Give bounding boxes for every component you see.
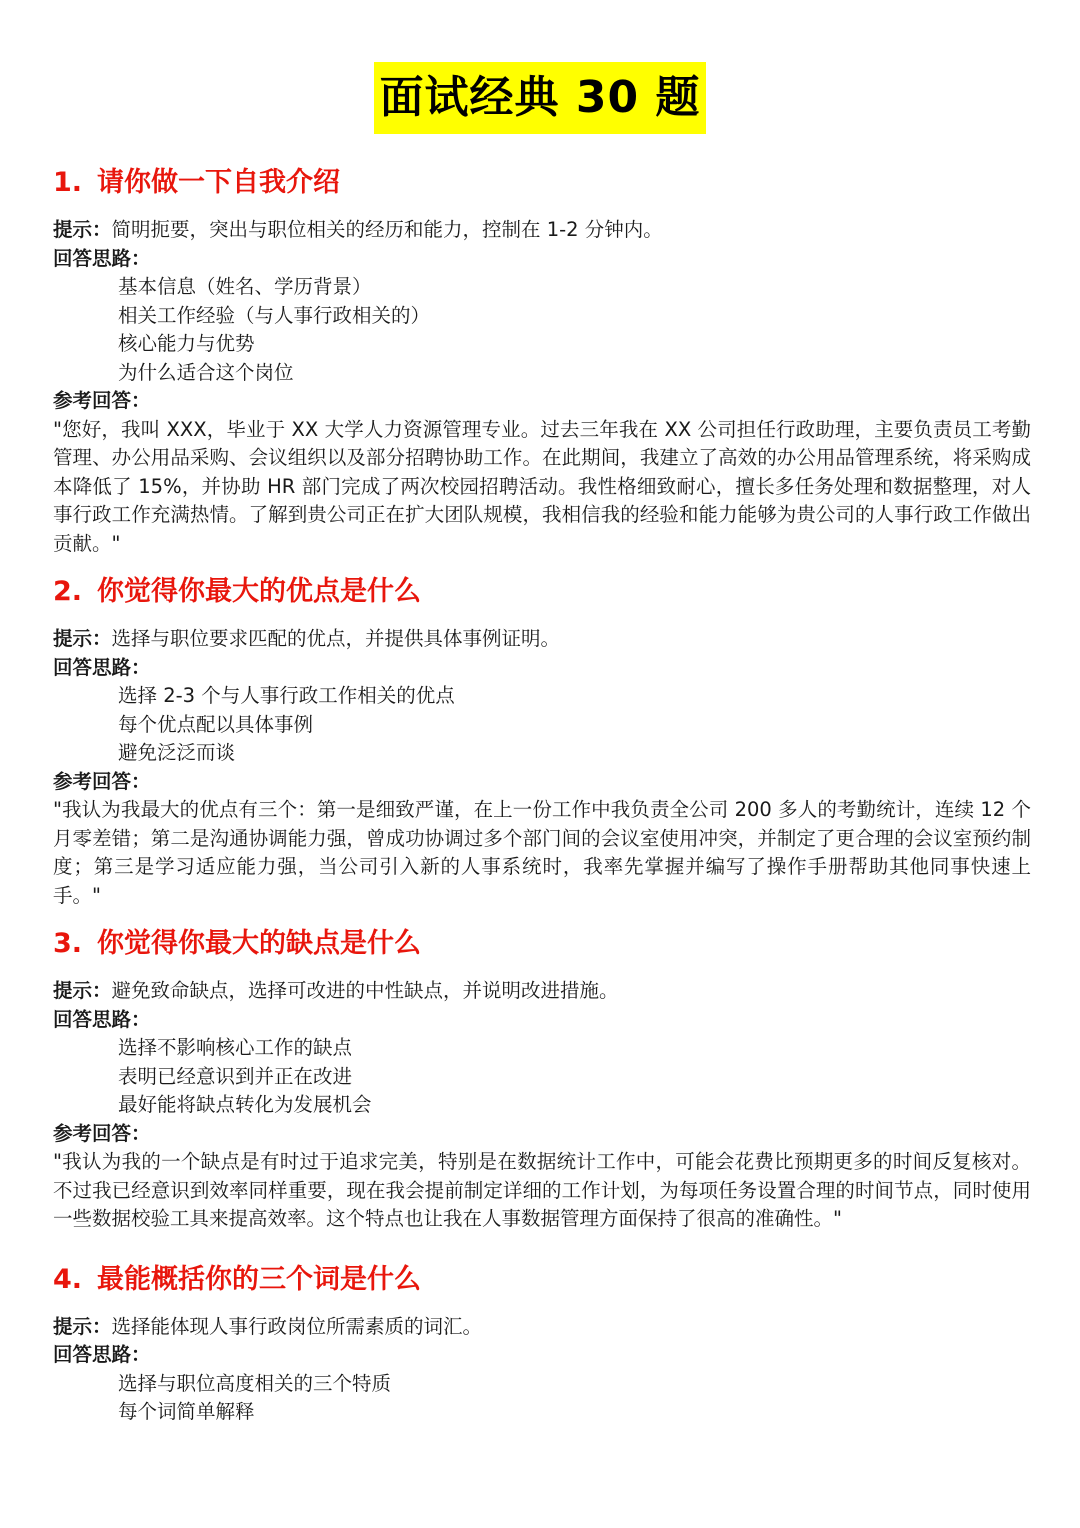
approach-item: 选择不影响核心工作的缺点 bbox=[118, 1036, 353, 1059]
reference-label: 参考回答： bbox=[53, 389, 151, 412]
reference-answer: "我认为我的一个缺点是有时过于追求完美，特别是在数据统计工作中，可能会花费比预期更多的时间反复核对。不过我已经意识到效率同样重要，现在我会提前制定详细的工作计划，为每项任务设置合理的时间节点，同时使用一些数据校验工具来提高效率。这个特点也让我在人事数据管理方面保持了很高的准确性。" bbox=[53, 1150, 1031, 1230]
reference-label: 参考回答： bbox=[53, 1121, 151, 1145]
hint-label: 提示： bbox=[53, 1314, 112, 1338]
approach-item: 相关工作经验（与人事行政相关的） bbox=[118, 303, 431, 327]
content bbox=[53, 163, 1033, 1427]
approach-label: 回答思路： bbox=[53, 1343, 151, 1366]
hint-text: 选择与职位要求匹配的优点，并提供具体事例证明。 bbox=[111, 627, 561, 650]
hint-text: 选择能体现人事行政岗位所需素质的词汇。 bbox=[111, 1314, 483, 1338]
reference-label: 参考回答： bbox=[53, 769, 151, 793]
hint-label: 提示： bbox=[53, 218, 112, 241]
question-number: 4. bbox=[53, 1263, 83, 1295]
question-title bbox=[53, 163, 1033, 203]
question-title bbox=[53, 924, 1033, 964]
question-title bbox=[53, 1260, 1033, 1300]
question-number: 1. bbox=[53, 167, 83, 198]
question-4 bbox=[53, 1260, 1033, 1427]
approach-item: 每个词简单解释 bbox=[118, 1400, 255, 1423]
title-wrap bbox=[0, 62, 1080, 134]
approach-item: 表明已经意识到并正在改进 bbox=[118, 1064, 353, 1088]
approach-label: 回答思路： bbox=[53, 1007, 151, 1031]
page-title: 面试经典 30 题 bbox=[374, 62, 707, 134]
question-number: 2. bbox=[53, 576, 83, 607]
approach-item: 最好能将缺点转化为发展机会 bbox=[118, 1093, 372, 1116]
question-number: 3. bbox=[53, 928, 83, 959]
hint-text: 简明扼要，突出与职位相关的经历和能力，控制在 1-2 分钟内。 bbox=[111, 218, 663, 241]
approach-item: 每个优点配以具体事例 bbox=[118, 712, 314, 736]
hint-line bbox=[53, 625, 1033, 654]
question-text: 你觉得你最大的优点是什么 bbox=[97, 576, 421, 607]
question-text: 最能概括你的三个词是什么 bbox=[97, 1263, 421, 1295]
approach-item: 为什么适合这个岗位 bbox=[118, 360, 294, 384]
approach-item: 基本信息（姓名、学历背景） bbox=[118, 275, 372, 298]
question-3 bbox=[53, 924, 1033, 1234]
reference-answer: "我认为我最大的优点有三个：第一是细致严谨，在上一份工作中我负责全公司 200 多人的考勤统计，连续 12 个月零差错；第二是沟通协调能力强，曾成功协调过多个部门间的会议室使用冲突，并制定了更合理的会议室预约制度；第三是学习适应能力强，当公司引入新的人事系统时，我率先掌握并编写了操作手册帮助其他同事快速上手。" bbox=[53, 798, 1031, 907]
hint-label: 提示： bbox=[53, 979, 112, 1002]
approach-label: 回答思路： bbox=[53, 655, 151, 679]
hint-line bbox=[53, 977, 1033, 1006]
hint-label: 提示： bbox=[53, 627, 112, 650]
approach-item: 选择与职位高度相关的三个特质 bbox=[118, 1371, 392, 1395]
hint-text: 避免致命缺点，选择可改进的中性缺点，并说明改进措施。 bbox=[111, 979, 619, 1002]
reference-answer: "您好，我叫 XXX，毕业于 XX 大学人力资源管理专业。过去三年我在 XX 公司担任行政助理，主要负责员工考勤管理、办公用品采购、会议组织以及部分招聘协助工作。在此期间，我建立了高效的办公用品管理系统，将采购成本降低了 15%，并协助 HR 部门完成了两次校园招聘活动。我性格细致耐心，擅长多任务处理和数据整理，对人事行政工作充满热情。了解到贵公司正在扩大团队规模，我相信我的经验和能力能够为贵公司的人事行政工作做出贡献。" bbox=[53, 417, 1031, 555]
approach-item: 选择 2-3 个与人事行政工作相关的优点 bbox=[118, 684, 455, 707]
hint-line bbox=[53, 216, 1033, 245]
approach-label: 回答思路： bbox=[53, 246, 151, 270]
hint-line bbox=[53, 1313, 1033, 1342]
question-1 bbox=[53, 163, 1033, 558]
question-title bbox=[53, 572, 1033, 612]
question-text: 请你做一下自我介绍 bbox=[97, 167, 340, 198]
approach-item: 核心能力与优势 bbox=[118, 332, 255, 355]
question-text: 你觉得你最大的缺点是什么 bbox=[97, 928, 421, 959]
question-2 bbox=[53, 572, 1033, 910]
approach-item: 避免泛泛而谈 bbox=[118, 741, 236, 764]
